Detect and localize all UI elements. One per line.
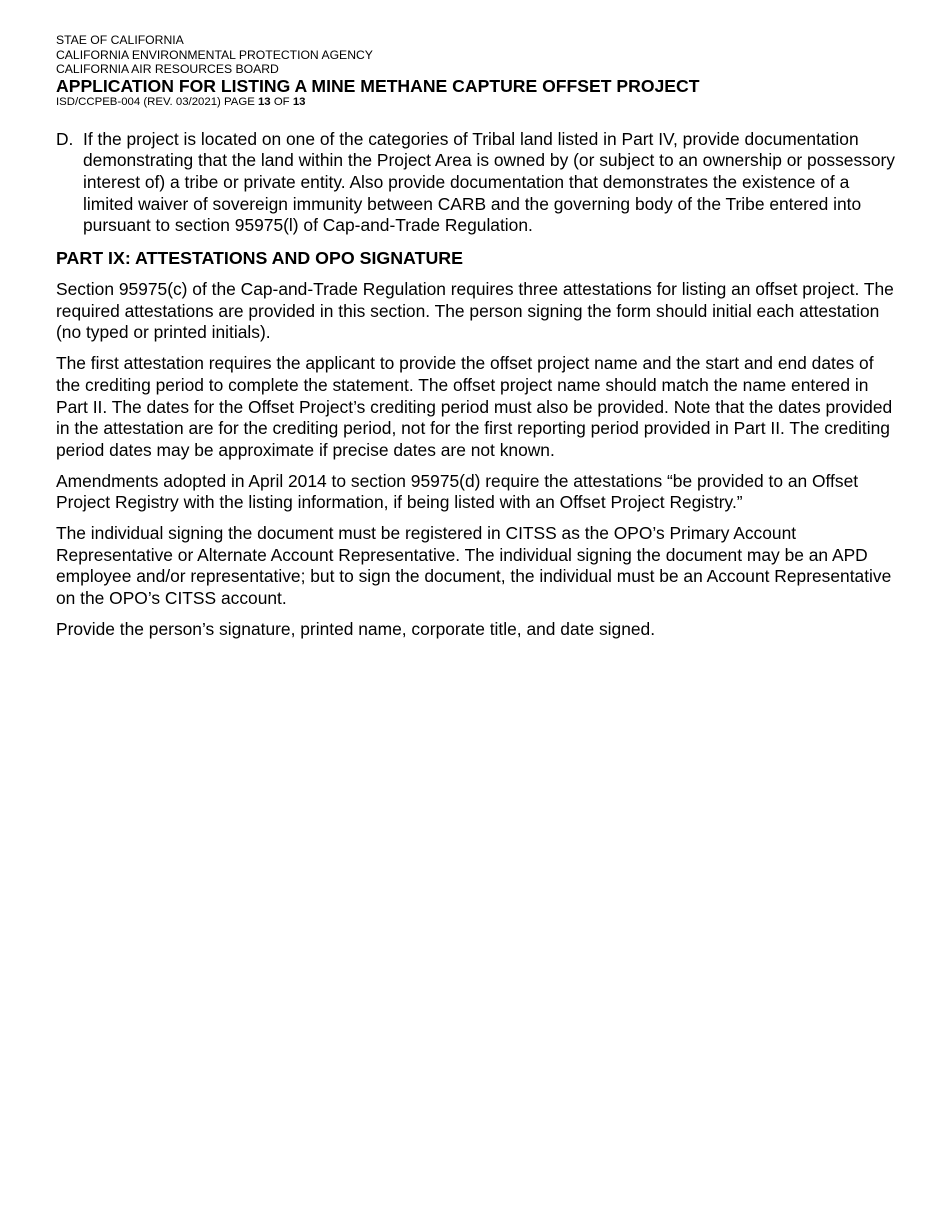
form-title: APPLICATION FOR LISTING A MINE METHANE CAPTURE OFFSET PROJECT [56, 75, 700, 96]
form-header [56, 33, 896, 109]
form-id: ISD/CCPEB-004 (REV. 03/2021) PAGE [56, 95, 255, 108]
paragraph-first-attestation: The first attestation requires the applicant to provide the offset project name and the start and end dates of the crediting period to complete the statement. The offset project name should match the name entered in Part II. The dates for the Offset Project’s crediting period must also be provided. Note that the dates provided in the attestation are for the crediting period, not for the first reporting period provided in Part II. The crediting period dates may be approximate if precise dates are not known. [56, 353, 893, 460]
list-item-d [56, 129, 896, 238]
board-name: CALIFORNIA AIR RESOURCES BOARD [56, 62, 279, 76]
page-total: 13 [292, 95, 306, 108]
document-page [56, 33, 896, 641]
of-label: OF [273, 95, 290, 108]
section-heading-part-ix: PART IX: ATTESTATIONS AND OPO SIGNATURE [56, 248, 463, 269]
form-id-line [56, 96, 896, 109]
list-item-marker: D. [56, 128, 74, 149]
paragraph-section-requirements: Section 95975(c) of the Cap-and-Trade Regulation requires three attestations for listing an offset project. The required attestations are provided in this section. The person signing the form should initial each attestation (no typed or printed initials). [56, 279, 894, 343]
page-current: 13 [257, 95, 271, 108]
state-name: STAE OF CALIFORNIA [56, 33, 184, 47]
paragraph-signature-instructions: Provide the person’s signature, printed name, corporate title, and date signed. [56, 618, 656, 639]
list-item-text: If the project is located on one of the categories of Tribal land listed in Part IV, provide documentation demonstrating that the land within the Project Area is owned by (or subject to an ownership or possessory interest of) a tribe or private entity. Also provide documentation that demonstrates the existence of a limited waiver of sovereign immunity between CARB and the governing body of the Tribe entered into pursuant to section 95975(l) of Cap-and-Trade Regulation. [83, 128, 896, 236]
paragraph-signer-requirements: The individual signing the document must be registered in CITSS as the OPO’s Primary Account Representative or Alternate Account Representative. The individual signing the document may be an APD employee and/or representative; but to sign the document, the individual must be an Account Representative on the OPO’s CITSS account. [56, 523, 892, 609]
paragraph-amendments: Amendments adopted in April 2014 to section 95975(d) require the attestations “be provided to an Offset Project Registry with the listing information, if being listed with an Offset Project Registry.” [56, 470, 859, 513]
agency-name: CALIFORNIA ENVIRONMENTAL PROTECTION AGENCY [56, 47, 373, 62]
